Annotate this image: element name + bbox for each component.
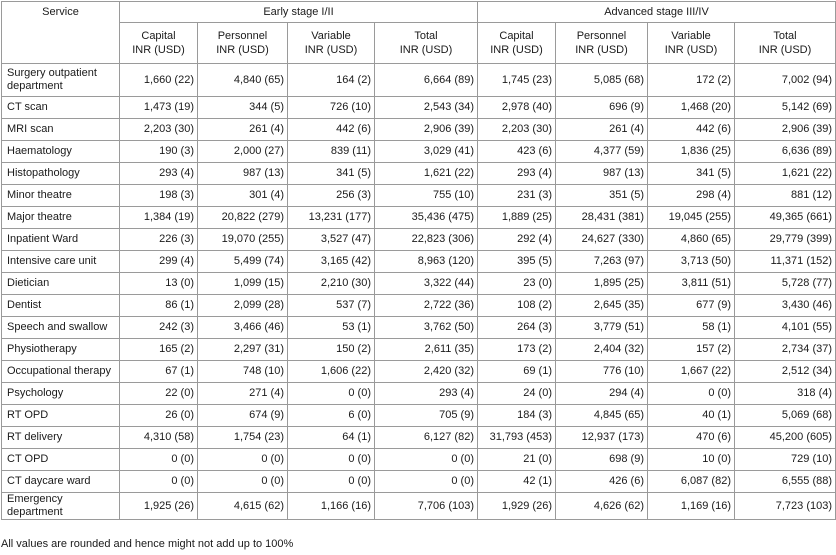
early-total-cell: 6,127 (82) [375,427,478,449]
advanced-variable-cell: 677 (9) [648,295,735,317]
subheader-line: Variable [311,30,351,42]
early-total-cell: 2,420 (32) [375,361,478,383]
subheader-early-total [375,23,478,64]
early-total-cell: 0 (0) [375,471,478,493]
early-capital-cell: 242 (3) [120,317,198,339]
subheader-line: INR (USD) [664,44,718,56]
advanced-personnel-cell: 698 (9) [556,449,648,471]
table-body [2,64,836,520]
service-cell: Psychology [2,383,120,405]
advanced-total-cell: 1,621 (22) [735,163,836,185]
service-cell: Dentist [2,295,120,317]
early-total-cell: 8,963 (120) [375,251,478,273]
early-variable-cell: 13,231 (177) [288,207,375,229]
table-row [2,97,836,119]
early-variable-cell: 256 (3) [288,185,375,207]
advanced-variable-cell: 442 (6) [648,119,735,141]
subheader-line: INR (USD) [399,44,453,56]
early-total-cell: 705 (9) [375,405,478,427]
advanced-total-cell: 6,555 (88) [735,471,836,493]
advanced-personnel-cell: 696 (9) [556,97,648,119]
early-variable-cell: 537 (7) [288,295,375,317]
early-total-cell: 3,029 (41) [375,141,478,163]
advanced-variable-cell: 1,169 (16) [648,493,735,520]
service-cell: Dietician [2,273,120,295]
advanced-variable-cell: 1,667 (22) [648,361,735,383]
advanced-personnel-cell: 12,937 (173) [556,427,648,449]
advanced-capital-cell: 2,978 (40) [478,97,556,119]
advanced-capital-cell: 423 (6) [478,141,556,163]
early-total-cell: 1,621 (22) [375,163,478,185]
advanced-total-cell: 45,200 (605) [735,427,836,449]
service-cell: CT OPD [2,449,120,471]
subheader-early-personnel [198,23,288,64]
early-variable-cell: 839 (11) [288,141,375,163]
advanced-total-cell: 5,142 (69) [735,97,836,119]
advanced-total-cell: 5,728 (77) [735,273,836,295]
early-personnel-cell: 20,822 (279) [198,207,288,229]
advanced-capital-cell: 184 (3) [478,405,556,427]
advanced-personnel-cell: 7,263 (97) [556,251,648,273]
subheader-line: Total [773,30,797,42]
early-variable-cell: 3,527 (47) [288,229,375,251]
advanced-total-cell: 729 (10) [735,449,836,471]
advanced-variable-cell: 0 (0) [648,383,735,405]
advanced-total-cell: 11,371 (152) [735,251,836,273]
early-capital-cell: 226 (3) [120,229,198,251]
service-cell: Emergency department [2,493,120,520]
advanced-capital-cell: 108 (2) [478,295,556,317]
advanced-personnel-cell: 261 (4) [556,119,648,141]
advanced-variable-cell: 10 (0) [648,449,735,471]
service-cell: Inpatient Ward [2,229,120,251]
early-capital-cell: 165 (2) [120,339,198,361]
early-capital-cell: 1,473 (19) [120,97,198,119]
subheader-line: Variable [671,30,711,42]
advanced-variable-cell: 3,713 (50) [648,251,735,273]
table-header [2,2,836,64]
early-variable-cell: 1,606 (22) [288,361,375,383]
early-total-cell: 3,322 (44) [375,273,478,295]
advanced-personnel-cell: 426 (6) [556,471,648,493]
table-row [2,361,836,383]
footnote: All values are rounded and hence might not add up to 100% [1,538,294,550]
early-variable-cell: 341 (5) [288,163,375,185]
early-personnel-cell: 3,466 (46) [198,317,288,339]
early-personnel-cell: 4,840 (65) [198,64,288,97]
advanced-total-cell: 318 (4) [735,383,836,405]
early-personnel-cell: 301 (4) [198,185,288,207]
advanced-personnel-cell: 294 (4) [556,383,648,405]
table-row [2,229,836,251]
advanced-personnel-cell: 2,645 (35) [556,295,648,317]
group-header-early: Early stage I/II [120,2,478,23]
subheader-line: Personnel [576,30,627,42]
service-cell: RT delivery [2,427,120,449]
early-capital-cell: 1,384 (19) [120,207,198,229]
early-variable-cell: 726 (10) [288,97,375,119]
advanced-variable-cell: 1,468 (20) [648,97,735,119]
service-cell: Speech and swallow [2,317,120,339]
early-total-cell: 755 (10) [375,185,478,207]
advanced-total-cell: 3,430 (46) [735,295,836,317]
early-personnel-cell: 674 (9) [198,405,288,427]
subheader-line: INR (USD) [758,44,812,56]
early-personnel-cell: 987 (13) [198,163,288,185]
advanced-variable-cell: 4,860 (65) [648,229,735,251]
advanced-personnel-cell: 24,627 (330) [556,229,648,251]
subheader-line: Capital [141,30,176,42]
advanced-capital-cell: 31,793 (453) [478,427,556,449]
early-total-cell: 2,611 (35) [375,339,478,361]
advanced-personnel-cell: 987 (13) [556,163,648,185]
early-total-cell: 2,722 (36) [375,295,478,317]
subheader-line: Total [414,30,438,42]
early-personnel-cell: 1,754 (23) [198,427,288,449]
table-row [2,295,836,317]
service-cell: Major theatre [2,207,120,229]
advanced-variable-cell: 172 (2) [648,64,735,97]
table-row [2,317,836,339]
service-cell: Histopathology [2,163,120,185]
table-row [2,141,836,163]
service-cell: MRI scan [2,119,120,141]
subheader-line: INR (USD) [304,44,358,56]
advanced-capital-cell: 264 (3) [478,317,556,339]
service-cell: Occupational therapy [2,361,120,383]
service-cell: Surgery outpatient department [2,64,120,97]
advanced-capital-cell: 293 (4) [478,163,556,185]
subheader-advanced-capital [478,23,556,64]
early-capital-cell: 86 (1) [120,295,198,317]
advanced-total-cell: 4,101 (55) [735,317,836,339]
early-capital-cell: 0 (0) [120,471,198,493]
advanced-total-cell: 2,734 (37) [735,339,836,361]
advanced-variable-cell: 157 (2) [648,339,735,361]
service-cell: Haematology [2,141,120,163]
early-capital-cell: 22 (0) [120,383,198,405]
advanced-variable-cell: 341 (5) [648,163,735,185]
subheader-line: INR (USD) [132,44,185,56]
advanced-personnel-cell: 351 (5) [556,185,648,207]
advanced-capital-cell: 2,203 (30) [478,119,556,141]
advanced-personnel-cell: 3,779 (51) [556,317,648,339]
advanced-capital-cell: 1,889 (25) [478,207,556,229]
advanced-capital-cell: 1,745 (23) [478,64,556,97]
table-row [2,427,836,449]
subheader-line: INR (USD) [575,44,628,56]
service-cell: RT OPD [2,405,120,427]
subheader-advanced-variable [648,23,735,64]
early-total-cell: 3,762 (50) [375,317,478,339]
table-row [2,251,836,273]
early-variable-cell: 64 (1) [288,427,375,449]
subheader-early-capital [120,23,198,64]
advanced-personnel-cell: 4,377 (59) [556,141,648,163]
early-variable-cell: 164 (2) [288,64,375,97]
advanced-total-cell: 2,512 (34) [735,361,836,383]
service-cell: Intensive care unit [2,251,120,273]
early-personnel-cell: 344 (5) [198,97,288,119]
early-capital-cell: 26 (0) [120,405,198,427]
advanced-variable-cell: 58 (1) [648,317,735,339]
early-variable-cell: 442 (6) [288,119,375,141]
advanced-personnel-cell: 776 (10) [556,361,648,383]
early-capital-cell: 190 (3) [120,141,198,163]
service-cell: CT scan [2,97,120,119]
early-variable-cell: 150 (2) [288,339,375,361]
service-cell: Minor theatre [2,185,120,207]
early-personnel-cell: 261 (4) [198,119,288,141]
table-row [2,339,836,361]
early-personnel-cell: 4,615 (62) [198,493,288,520]
table-row [2,405,836,427]
table-row [2,185,836,207]
advanced-total-cell: 2,906 (39) [735,119,836,141]
early-variable-cell: 3,165 (42) [288,251,375,273]
early-personnel-cell: 5,499 (74) [198,251,288,273]
early-capital-cell: 2,203 (30) [120,119,198,141]
early-total-cell: 35,436 (475) [375,207,478,229]
subheader-line: INR (USD) [216,44,269,56]
service-cell: CT daycare ward [2,471,120,493]
advanced-total-cell: 5,069 (68) [735,405,836,427]
early-variable-cell: 0 (0) [288,471,375,493]
early-total-cell: 2,543 (34) [375,97,478,119]
early-total-cell: 0 (0) [375,449,478,471]
early-variable-cell: 6 (0) [288,405,375,427]
early-variable-cell: 53 (1) [288,317,375,339]
early-personnel-cell: 2,000 (27) [198,141,288,163]
table-row [2,383,836,405]
advanced-personnel-cell: 5,085 (68) [556,64,648,97]
early-total-cell: 6,664 (89) [375,64,478,97]
table-row [2,119,836,141]
advanced-total-cell: 881 (12) [735,185,836,207]
advanced-capital-cell: 69 (1) [478,361,556,383]
table-row [2,471,836,493]
advanced-personnel-cell: 28,431 (381) [556,207,648,229]
subheader-early-variable [288,23,375,64]
advanced-variable-cell: 19,045 (255) [648,207,735,229]
early-capital-cell: 1,660 (22) [120,64,198,97]
advanced-capital-cell: 395 (5) [478,251,556,273]
early-capital-cell: 13 (0) [120,273,198,295]
early-personnel-cell: 0 (0) [198,471,288,493]
group-header-advanced: Advanced stage III/IV [478,2,836,23]
advanced-variable-cell: 470 (6) [648,427,735,449]
advanced-total-cell: 49,365 (661) [735,207,836,229]
subheader-line: INR (USD) [490,44,543,56]
early-capital-cell: 293 (4) [120,163,198,185]
early-total-cell: 2,906 (39) [375,119,478,141]
advanced-capital-cell: 292 (4) [478,229,556,251]
advanced-total-cell: 29,779 (399) [735,229,836,251]
early-capital-cell: 4,310 (58) [120,427,198,449]
early-capital-cell: 198 (3) [120,185,198,207]
early-total-cell: 22,823 (306) [375,229,478,251]
advanced-variable-cell: 40 (1) [648,405,735,427]
subheader-line: Capital [499,30,534,42]
early-variable-cell: 2,210 (30) [288,273,375,295]
advanced-total-cell: 6,636 (89) [735,141,836,163]
advanced-personnel-cell: 4,626 (62) [556,493,648,520]
advanced-capital-cell: 1,929 (26) [478,493,556,520]
early-personnel-cell: 0 (0) [198,449,288,471]
table-row [2,449,836,471]
subheader-advanced-total [735,23,836,64]
early-personnel-cell: 2,297 (31) [198,339,288,361]
advanced-capital-cell: 231 (3) [478,185,556,207]
cost-table [1,1,836,520]
early-capital-cell: 1,925 (26) [120,493,198,520]
advanced-capital-cell: 21 (0) [478,449,556,471]
advanced-personnel-cell: 1,895 (25) [556,273,648,295]
advanced-capital-cell: 173 (2) [478,339,556,361]
table-row [2,493,836,520]
early-personnel-cell: 271 (4) [198,383,288,405]
early-capital-cell: 299 (4) [120,251,198,273]
advanced-personnel-cell: 2,404 (32) [556,339,648,361]
early-total-cell: 7,706 (103) [375,493,478,520]
early-variable-cell: 0 (0) [288,383,375,405]
advanced-variable-cell: 3,811 (51) [648,273,735,295]
early-personnel-cell: 2,099 (28) [198,295,288,317]
advanced-variable-cell: 298 (4) [648,185,735,207]
advanced-personnel-cell: 4,845 (65) [556,405,648,427]
early-variable-cell: 1,166 (16) [288,493,375,520]
advanced-variable-cell: 6,087 (82) [648,471,735,493]
advanced-total-cell: 7,002 (94) [735,64,836,97]
advanced-capital-cell: 42 (1) [478,471,556,493]
table-row [2,163,836,185]
service-cell: Physiotherapy [2,339,120,361]
subheader-line: Personnel [217,30,268,42]
table-row [2,207,836,229]
early-personnel-cell: 1,099 (15) [198,273,288,295]
early-total-cell: 293 (4) [375,383,478,405]
advanced-capital-cell: 24 (0) [478,383,556,405]
early-personnel-cell: 748 (10) [198,361,288,383]
table-row [2,273,836,295]
service-column-header: Service [2,2,120,64]
early-capital-cell: 0 (0) [120,449,198,471]
table-row [2,64,836,97]
advanced-variable-cell: 1,836 (25) [648,141,735,163]
early-variable-cell: 0 (0) [288,449,375,471]
early-personnel-cell: 19,070 (255) [198,229,288,251]
subheader-advanced-personnel [556,23,648,64]
advanced-capital-cell: 23 (0) [478,273,556,295]
early-capital-cell: 67 (1) [120,361,198,383]
advanced-total-cell: 7,723 (103) [735,493,836,520]
